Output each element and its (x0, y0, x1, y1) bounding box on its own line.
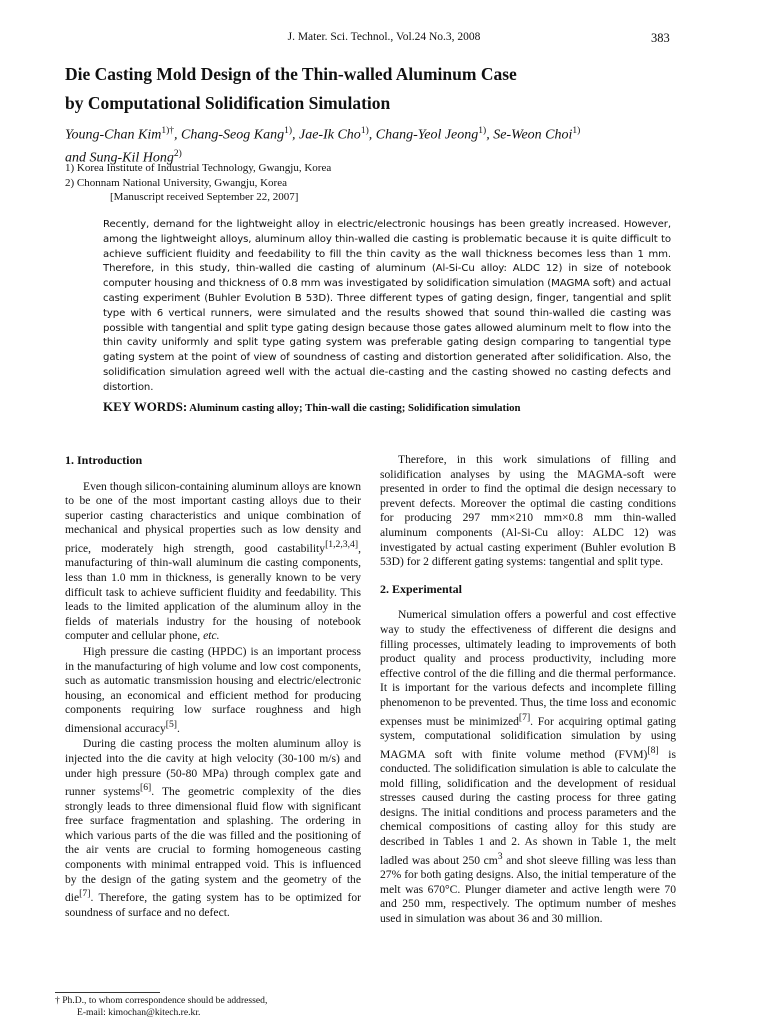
author-name: Jae-Ik Cho (299, 127, 361, 143)
author-name: Chang-Seog Kang (181, 127, 285, 143)
keywords-label: KEY WORDS: (103, 399, 188, 414)
text-run-italic: etc. (203, 629, 220, 643)
keywords (103, 399, 703, 415)
left-column (65, 453, 361, 920)
text-run: During die casting process the molten aluminum alloy is injected into the die cavity at high velocity (30-100 m/s) and under high pressure (50-80 MPa) through complex gate and runner systems (65, 737, 361, 799)
author-name: Se-Weon Choi (493, 127, 573, 143)
text-run: is conducted. The solidification simulation is able to calculate the mold filling, solidification and the development of residual stresses caused during the casting process for three gating designs. The initial conditions and process parameters and the chemical compositions of casting alloy for this study are described in Tables 1 and 2. As shown in Table 1, the melt ladled was about 250 cm (380, 747, 676, 867)
paragraph (65, 737, 361, 920)
citation: [7] (79, 888, 91, 900)
affiliation-1: 1) Korea Institute of Industrial Technology, Gwangju, Korea (65, 162, 332, 174)
title-line-1: Die Casting Mold Design of the Thin-walled Aluminum Case (65, 64, 517, 84)
text-run: . The geometric complexity of the dies strongly leads to three dimensional fluid flow with significant free surface fragmentation and splashing. The ordering in which various parts of the die was filled and the positioning of the air vents are crucial to forming homogeneous casting components with minimal entrapped void. This is influenced by the design of the gating system and the geometry of the die (65, 785, 361, 905)
author-name: Sung-Kil Hong (89, 150, 174, 166)
author-list: Young-Chan Kim$^{1)\dagger}$, Chang-Seog Kang$^{1)}$, Jae-Ik Cho$^{1)}$, Chang-Yeol Jeong$^{1)}$, Se-Weon Choi$^{1)}$ and Sung-Kil Hong$^{2)}$ (65, 126, 581, 166)
citation: [5] (165, 718, 178, 730)
author-mark: 1)† (161, 126, 175, 136)
footnote-rule (55, 992, 160, 993)
received-date: [Manuscript received September 22, 2007] (110, 191, 299, 203)
author-mark: 2) (173, 148, 182, 159)
right-column (380, 453, 676, 926)
text-run: Even though silicon-containing aluminum alloys are known to be one of the most important casting alloys due to their superior casting characteristics and unique combination of mechanical and physical properties such as low density and price, moderately high strength, good castability (65, 479, 361, 555)
title-line-2: by Computational Solidification Simulation (65, 93, 391, 113)
paragraph (65, 480, 361, 644)
text-run: . For acquiring optimal gating system, computational solidification simulation by using MAGMA soft with finite volume method (FVM) (380, 714, 676, 761)
text-run: Numerical simulation offers a powerful and cost effective way to study the effectiveness of different die designs and filling processes, ultimately leading to improvements of both product quality and process productivity, including more effective control of the die filling and die thermal performance. It is important for the various defects and incomplete filling phenomenon to be prevented. Thus, the time loss and economic expenses must be minimized (380, 608, 676, 728)
author-name: Chang-Yeol Jeong (375, 127, 479, 143)
section-heading-experimental: 2. Experimental (380, 581, 462, 596)
superscript: 3 (497, 850, 503, 862)
section-heading-introduction: 1. Introduction (65, 453, 143, 467)
author-mark: 1) (360, 126, 369, 136)
author-mark: 1) (478, 126, 487, 136)
journal-citation: J. Mater. Sci. Technol., Vol.24 No.3, 2008 (287, 31, 481, 43)
abstract: Recently, demand for the lightweight alloy in electric/electronic housings has been greatly increased. However, among the lightweight alloys, aluminum alloy thin-walled die casting is problematic because it is quite difficult to achieve sufficient fluidity and feedability to fill the thin cavity as the wall thickness becomes less than 1 mm. Therefore, in this study, thin-walled die casting of aluminum (Al-Si-Cu alloy: ALDC 12) in size of notebook computer housing and thickness of 0.8 mm was investigated by solidification simulation (MAGMA soft) and actual casting experiment (Buhler Evolution B 53D). Three different types of gating design, finger, tangential and split type with 6 vertical runners, were simulated and the results showed that sound thin-walled die casting was possible with tangential and split type gating design because those gates allowed aluminum melt to flow into the thin cavity uniformly and split type gating system was preferable gating design comparing to tangential type gating system at the point of view of soundness of casting and distortion generated after solidification. Also, the solidification simulation agreed well with the actual die-casting and the casting showed no casting defects and distortion. (103, 219, 671, 393)
keywords-text: Aluminum casting alloy; Thin-wall die casting; Solidification simulation (189, 402, 521, 414)
affiliations (65, 161, 715, 205)
author-mark: 1) (572, 126, 581, 136)
text-run: . Therefore, the gating system has to be optimized for soundness of surface and no defect. (65, 891, 361, 919)
text-run: , manufacturing of thin-wall aluminum die casting components, less than 1.0 mm in thickness, is generally known to be very difficult task to achieve sufficient fluidity and feedability. This leads to the limited application of the aluminum alloy in the fields of materials industry for the housing of notebook computer and cellular phone, (65, 541, 361, 643)
authors-and: and (65, 150, 86, 166)
author-mark: 1) (284, 126, 292, 136)
author-name: Young-Chan Kim (65, 127, 162, 143)
paragraph (380, 608, 676, 926)
affiliation-2: 2) Chonnam National University, Gwangju, Korea (65, 176, 287, 189)
citation: [6] (139, 782, 152, 794)
paragraph (65, 645, 361, 736)
footnote-email: E-mail: kimochan@kitech.re.kr. (77, 1007, 201, 1018)
text-run: High pressure die casting (HPDC) is an important process in the manufacturing of high volume and low cost components, such as automatic transmission housing and electric/electronic housing, an economical and efficient method for producing components requiring low surface roughness and high dimensional accuracy (65, 644, 361, 735)
text-run: . (177, 721, 180, 735)
citation: [7] (518, 711, 531, 723)
citation: [8] (647, 744, 659, 756)
text-run: and shot sleeve filling was less than 27% for both gating designs. Also, the initial temperature of the melt was 670°C. Plunger diameter and active length were 70 and 250 mm, respectively. The optimum number of meshes used in simulation was about 36 and 30 million. (380, 853, 677, 925)
citation: [1,2,3,4] (325, 538, 359, 550)
page-number: 383 (651, 31, 670, 45)
footnote (55, 995, 375, 1019)
paragraph: Therefore, in this work simulations of filling and solidification analyses by using the MAGMA-soft were presented in order to find the optimal die design necessary to prevent defects. Moreover the optimal die casting conditions for producing 297 mm×210 mm×0.8 mm thin-walled aluminum components (Al-Si-Cu alloy: ALDC 12) was investigated by actual casting experiment (Buhler evolution B 53D) for 2 different gating systems: tangential and split type. (380, 453, 676, 569)
footnote-line-1: † Ph.D., to whom correspondence should be addressed, (55, 995, 268, 1006)
paper-title (65, 60, 725, 118)
